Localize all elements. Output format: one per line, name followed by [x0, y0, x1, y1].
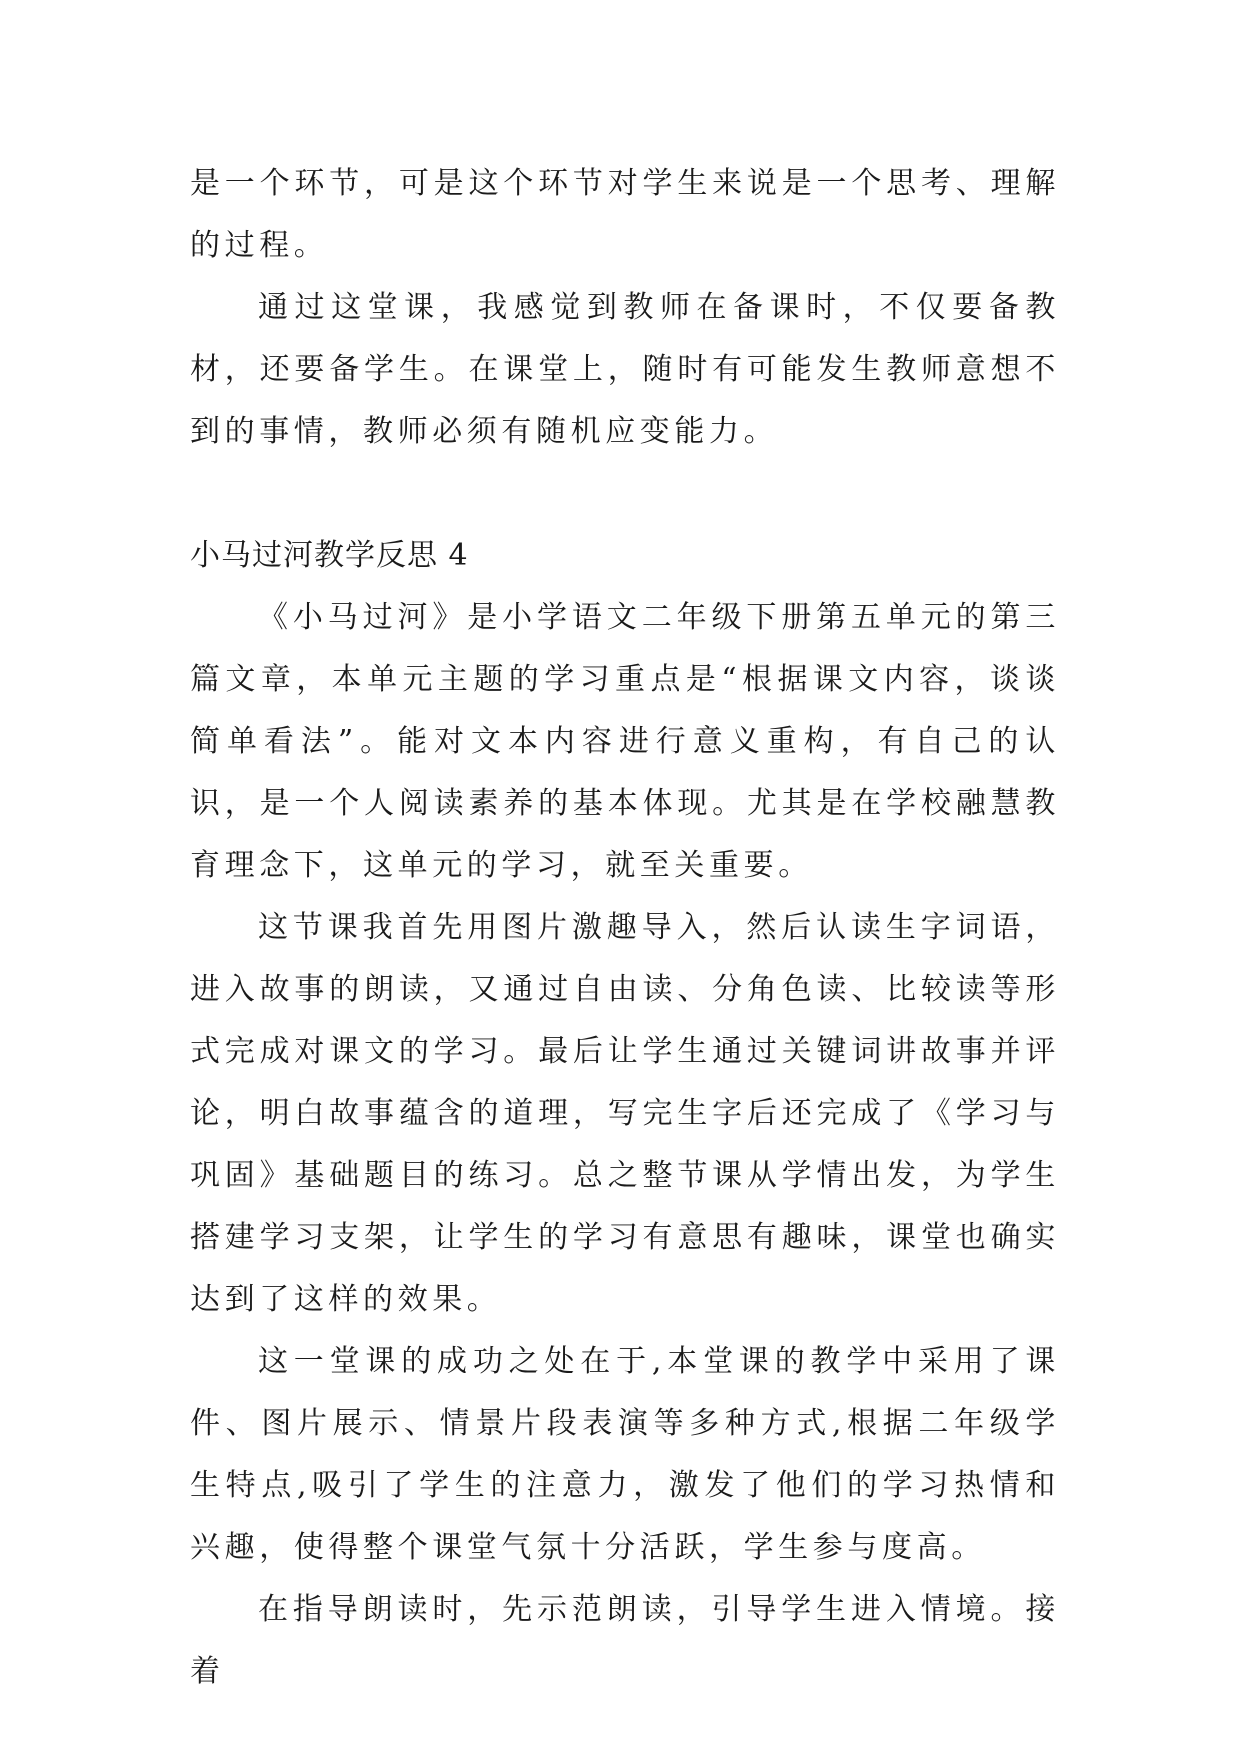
paragraph-intro: 《小马过河》是小学语文二年级下册第五单元的第三篇文章，本单元主题的学习重点是“根据课文内容，谈谈简单看法”。能对文本内容进行意义重构，有自己的认识，是一个人阅读素养的基本体现。尤其是在学校融慧教育理念下，这单元的学习，就至关重要。 — [190, 600, 1060, 883]
paragraph-success-points: 这一堂课的成功之处在于,本堂课的教学中采用了课件、图片展示、情景片段表演等多种方式,根据二年级学生特点,吸引了学生的注意力，激发了他们的学习热情和兴趣，使得整个课堂气氛十分活跃，学生参与度高。 — [190, 1344, 1060, 1565]
document-page — [190, 153, 1060, 1703]
paragraph-reflection-summary: 通过这堂课，我感觉到教师在备课时，不仅要备教材，还要备学生。在课堂上，随时有可能发生教师意想不到的事情，教师必须有随机应变能力。 — [190, 290, 1060, 449]
section-spacer — [190, 463, 1060, 525]
section-title: 小马过河教学反思 4 — [190, 538, 469, 573]
paragraph-continuation: 是一个环节，可是这个环节对学生来说是一个思考、理解的过程。 — [190, 166, 1060, 263]
paragraph-reading-guidance: 在指导朗读时，先示范朗读，引导学生进入情境。接着 — [190, 1592, 1060, 1689]
paragraph-lesson-process: 这节课我首先用图片激趣导入，然后认读生字词语，进入故事的朗读，又通过自由读、分角色读、比较读等形式完成对课文的学习。最后让学生通过关键词讲故事并评论，明白故事蕴含的道理，写完生字后还完成了《学习与巩固》基础题目的练习。总之整节课从学情出发，为学生搭建学习支架，让学生的学习有意思有趣味，课堂也确实达到了这样的效果。 — [190, 910, 1060, 1317]
